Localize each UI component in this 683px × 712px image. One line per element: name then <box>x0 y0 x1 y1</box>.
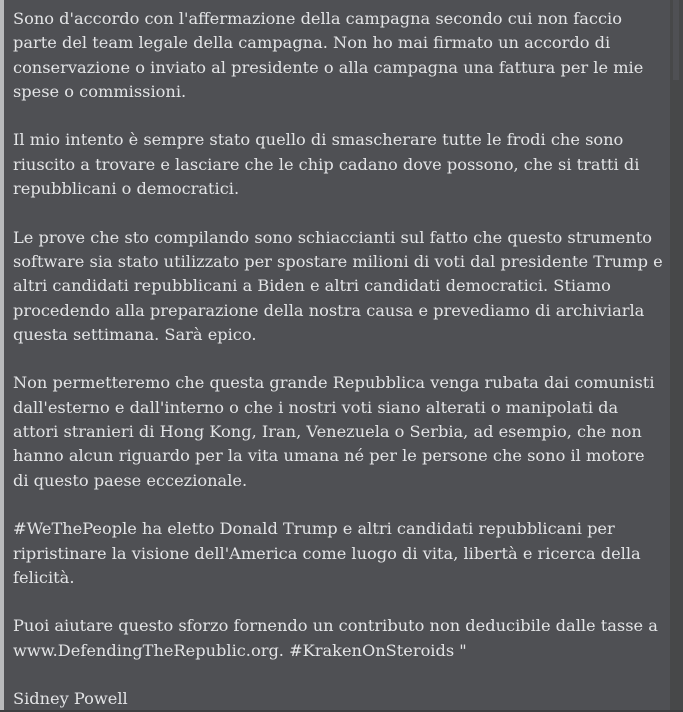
paragraph-4: Non permetteremo che questa grande Repubblica venga rubata dai comunisti dall'esterno e dall'interno o che i nostri voti siano alterati o manipolati da attori stranieri di Hong Kong, Iran, Venezuela o Serbia, ad esempio, che non hanno alcun riguardo per la vita umana né per le persone che sono il motore di questo paese eccezionale. <box>13 373 655 490</box>
quote-bar <box>0 0 4 712</box>
paragraph-6: Puoi aiutare questo sforzo fornendo un contributo non deducibile dalle tasse a www.DefendingTheRepublic.org. #KrakenOnSteroids " <box>13 616 658 660</box>
paragraph-3: Le prove che sto compilando sono schiaccianti sul fatto che questo strumento software sia stato utilizzato per spostare milioni di voti dal presidente Trump e altri candidati repubblicani a Biden e altri candidati democratici. Stiamo procedendo alla preparazione della nostra causa e prevediamo di archiviarla questa settimana. Sarà epico. <box>13 227 663 344</box>
quote-text <box>13 7 663 712</box>
scrollbar[interactable] <box>670 0 683 712</box>
paragraph-5: #WeThePeople ha eletto Donald Trump e altri candidati repubblicani per ripristinare la visione dell'America come luogo di vita, libertà e ricerca della felicità. <box>13 519 641 587</box>
scrollbar-thumb[interactable] <box>673 0 679 80</box>
paragraph-2: Il mio intento è sempre stato quello di smascherare tutte le frodi che sono riuscito a trovare e lasciare che le chip cadano dove possono, che si tratti di repubblicani o democratici. <box>13 130 640 199</box>
signature: Sidney Powell <box>13 689 128 709</box>
paragraph-1: Sono d'accordo con l'affermazione della campagna secondo cui non faccio parte del team legale della campagna. Non ho mai firmato un accordo di conservazione o inviato al presidente o alla campagna una fattura per le mie spese o commissioni. <box>13 9 644 101</box>
